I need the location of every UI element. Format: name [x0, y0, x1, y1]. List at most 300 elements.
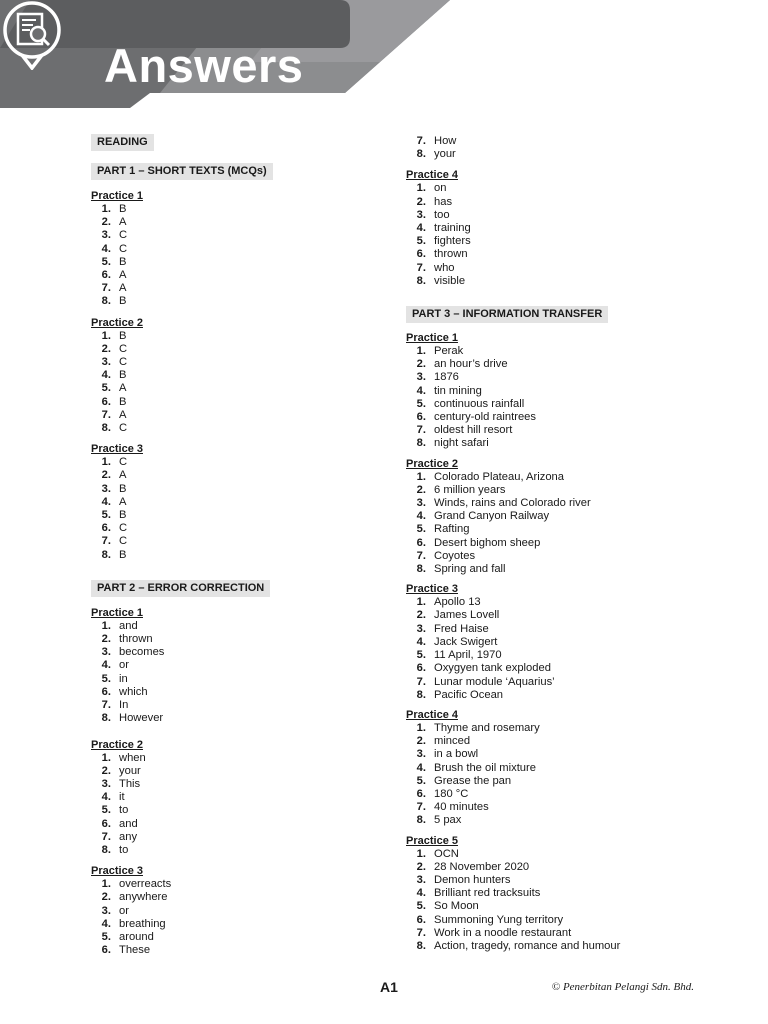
- answer-number: 7.: [416, 261, 426, 274]
- answer-text: In: [119, 699, 129, 712]
- practice-label: Practice 3: [91, 865, 143, 878]
- answer-text: when: [119, 751, 146, 764]
- answer-text: anywhere: [119, 891, 168, 904]
- answer-text: OCN: [434, 847, 459, 860]
- answer-text: or: [119, 659, 129, 672]
- practice-label: Practice 3: [91, 443, 143, 456]
- answer-text: thrown: [119, 633, 153, 646]
- answer-number: 4.: [416, 887, 426, 900]
- answer-number: 7.: [416, 135, 426, 147]
- answer-text: training: [434, 222, 471, 235]
- copyright-notice: [552, 981, 694, 993]
- answer-text: 6 million years: [434, 483, 506, 496]
- answer-number: 3.: [416, 208, 426, 221]
- answer-text: in: [119, 672, 128, 685]
- answer-number: 6.: [101, 269, 111, 282]
- answer-number: 4.: [101, 917, 111, 930]
- answer-text: Brush the oil mixture: [434, 761, 536, 774]
- answer-item: [91, 295, 371, 308]
- answer-number: 8.: [101, 548, 111, 561]
- answer-item: [406, 196, 736, 209]
- practice-label: Practice 5: [406, 834, 458, 847]
- right-column: [406, 135, 736, 953]
- answer-text: visible: [434, 274, 466, 287]
- practice-label: Practice 4: [406, 169, 458, 182]
- answer-item: [91, 918, 371, 931]
- answer-item: [406, 510, 736, 523]
- answer-number: 8.: [416, 274, 426, 287]
- left-column: [91, 134, 371, 957]
- answer-item: [406, 345, 736, 358]
- answer-number: 7.: [416, 549, 426, 562]
- answer-number: 2.: [101, 469, 111, 482]
- answer-text: C: [119, 229, 128, 242]
- answer-number: 3.: [416, 748, 426, 761]
- answer-item: [91, 483, 371, 496]
- answer-item: [406, 689, 736, 702]
- part3-practice-4: [406, 709, 736, 828]
- answer-text: too: [434, 208, 450, 221]
- part-3-heading: PART 3 – INFORMATION TRANSFER: [406, 306, 608, 323]
- answer-text: C: [119, 422, 128, 435]
- answer-text: A: [119, 382, 127, 395]
- answer-item: [91, 844, 371, 857]
- answer-number: 2.: [416, 860, 426, 873]
- page-number: A1: [380, 979, 398, 995]
- answer-item: [91, 620, 371, 633]
- answer-text: Fred Haise: [434, 622, 489, 635]
- answer-item: [406, 148, 736, 161]
- answer-number: 1.: [416, 847, 426, 860]
- answer-item: [91, 699, 371, 712]
- part1-practice-2: [91, 317, 371, 436]
- answer-text: However: [119, 712, 164, 725]
- part3-practice-2: [406, 458, 736, 577]
- answer-number: 4.: [101, 495, 111, 508]
- answer-number: 7.: [416, 675, 426, 688]
- answer-item: [406, 209, 736, 222]
- answer-text: and: [119, 817, 138, 830]
- answer-number: 8.: [101, 422, 111, 435]
- answer-number: 2.: [416, 483, 426, 496]
- answer-item: [91, 633, 371, 646]
- answer-text: Oxygyen tank exploded: [434, 662, 551, 675]
- answer-number: 3.: [416, 873, 426, 886]
- answer-number: 6.: [416, 248, 426, 261]
- answer-number: 1.: [416, 721, 426, 734]
- answer-item: [406, 775, 736, 788]
- answer-text: your: [119, 764, 141, 777]
- answer-text: any: [119, 830, 138, 843]
- answer-item: [91, 522, 371, 535]
- answer-number: 1.: [416, 345, 426, 358]
- answer-number: 3.: [101, 482, 111, 495]
- answer-text: Grand Canyon Railway: [434, 510, 550, 523]
- answer-text: Action, tragedy, romance and humour: [434, 939, 621, 952]
- answer-number: 5.: [101, 255, 111, 268]
- answer-text: tin mining: [434, 384, 482, 397]
- answer-number: 3.: [416, 497, 426, 510]
- answer-text: Demon hunters: [434, 873, 511, 886]
- answer-text: How: [434, 135, 457, 147]
- practice-label: Practice 2: [91, 316, 143, 329]
- answer-text: Apollo 13: [434, 596, 481, 609]
- answer-number: 3.: [416, 371, 426, 384]
- answer-number: 6.: [101, 395, 111, 408]
- answer-number: 6.: [101, 685, 111, 698]
- answer-text: 5 pax: [434, 814, 462, 827]
- answer-item: [406, 248, 736, 261]
- answer-item: [406, 722, 736, 735]
- answer-item: [406, 135, 736, 148]
- answer-item: [91, 878, 371, 891]
- answer-text: and: [119, 619, 138, 632]
- answer-number: 2.: [101, 891, 111, 904]
- answer-number: 5.: [101, 804, 111, 817]
- answer-text: These: [119, 944, 151, 957]
- answer-item: [91, 804, 371, 817]
- answer-number: 1.: [101, 329, 111, 342]
- part2-practice-3-continued: [406, 135, 736, 161]
- answer-item: [91, 203, 371, 216]
- answer-number: 1.: [101, 751, 111, 764]
- answer-number: 4.: [101, 791, 111, 804]
- answer-item: [91, 931, 371, 944]
- answer-text: Desert bighom sheep: [434, 536, 541, 549]
- answer-item: [406, 537, 736, 550]
- answer-text: Work in a noodle restaurant: [434, 926, 572, 939]
- answer-text: an hour’s drive: [434, 358, 508, 371]
- practice-label: Practice 1: [91, 190, 143, 202]
- part3-practice-3: [406, 583, 736, 702]
- answer-number: 6.: [416, 411, 426, 424]
- answer-item: [406, 424, 736, 437]
- answer-item: [91, 686, 371, 699]
- answer-item: [91, 646, 371, 659]
- part3-practice-1: [406, 332, 736, 451]
- answer-number: 3.: [101, 777, 111, 790]
- answer-item: [406, 596, 736, 609]
- answer-item: [406, 437, 736, 450]
- answer-text: overreacts: [119, 878, 172, 891]
- answer-text: C: [119, 535, 128, 548]
- answer-item: [91, 216, 371, 229]
- answer-item: [406, 927, 736, 940]
- answer-number: 7.: [101, 830, 111, 843]
- answer-item: [406, 609, 736, 622]
- answer-text: your: [434, 148, 456, 161]
- answer-text: it: [119, 791, 125, 804]
- answer-text: A: [119, 216, 127, 229]
- answer-item: [406, 275, 736, 288]
- part2-practice-1: [91, 607, 371, 726]
- answer-text: B: [119, 295, 127, 308]
- answer-text: Jack Swigert: [434, 635, 498, 648]
- answer-text: 28 November 2020: [434, 860, 530, 873]
- answer-text: to: [119, 843, 129, 856]
- answer-text: A: [119, 282, 127, 295]
- practice-label: Practice 1: [91, 606, 143, 619]
- answer-text: B: [119, 329, 127, 342]
- answer-number: 6.: [416, 913, 426, 926]
- answer-item: [406, 900, 736, 913]
- answer-number: 8.: [416, 148, 426, 161]
- answer-number: 2.: [416, 195, 426, 208]
- answer-number: 3.: [101, 229, 111, 242]
- answer-text: 180 °C: [434, 787, 469, 800]
- answer-item: [406, 940, 736, 953]
- answer-item: [91, 891, 371, 904]
- answer-item: [91, 356, 371, 369]
- part3-practice-5: [406, 835, 736, 954]
- answer-item: [406, 914, 736, 927]
- answer-number: 1.: [416, 596, 426, 609]
- part-2-heading: PART 2 – ERROR CORRECTION: [91, 580, 270, 597]
- answer-number: 7.: [101, 699, 111, 712]
- answer-text: night safari: [434, 437, 489, 450]
- answer-text: A: [119, 469, 127, 482]
- answer-item: [406, 623, 736, 636]
- answer-item: [406, 398, 736, 411]
- answer-item: [406, 735, 736, 748]
- answer-item: [406, 411, 736, 424]
- answer-item: [406, 887, 736, 900]
- answer-number: 2.: [416, 609, 426, 622]
- answer-number: 7.: [101, 282, 111, 295]
- answer-item: [406, 235, 736, 248]
- answer-text: B: [119, 369, 127, 382]
- answer-text: has: [434, 195, 453, 208]
- answer-number: 6.: [416, 536, 426, 549]
- answer-number: 8.: [416, 814, 426, 827]
- answer-number: 5.: [416, 649, 426, 662]
- answer-number: 5.: [101, 382, 111, 395]
- answer-text: B: [119, 548, 127, 561]
- answer-text: B: [119, 509, 127, 522]
- answer-number: 4.: [101, 242, 111, 255]
- answer-number: 5.: [416, 774, 426, 787]
- answer-item: [406, 182, 736, 195]
- answer-number: 8.: [101, 843, 111, 856]
- answer-number: 1.: [416, 182, 426, 195]
- answer-item: [91, 243, 371, 256]
- answer-number: 4.: [101, 659, 111, 672]
- answer-text: C: [119, 356, 128, 369]
- answer-text: Perak: [434, 345, 464, 358]
- part2-practice-3: [91, 865, 371, 957]
- answer-text: becomes: [119, 646, 165, 659]
- answer-number: 4.: [416, 222, 426, 235]
- answer-number: 8.: [416, 688, 426, 701]
- answer-item: [91, 343, 371, 356]
- answer-text: Summoning Yung territory: [434, 913, 564, 926]
- answer-number: 8.: [416, 563, 426, 576]
- answer-number: 6.: [416, 787, 426, 800]
- answer-text: 40 minutes: [434, 801, 489, 814]
- answer-number: 5.: [416, 523, 426, 536]
- part1-practice-1: [91, 190, 371, 309]
- answer-text: minced: [434, 735, 471, 748]
- part2-practice-2: [91, 739, 371, 858]
- answer-item: [406, 762, 736, 775]
- answer-text: to: [119, 804, 129, 817]
- answer-number: 1.: [101, 203, 111, 215]
- answer-text: This: [119, 777, 141, 790]
- answer-number: 5.: [416, 235, 426, 248]
- answer-number: 8.: [101, 712, 111, 725]
- answer-item: [91, 469, 371, 482]
- answer-item: [91, 752, 371, 765]
- answer-number: 2.: [101, 342, 111, 355]
- answer-text: A: [119, 408, 127, 421]
- answer-text: Thyme and rosemary: [434, 721, 540, 734]
- answer-number: 4.: [416, 635, 426, 648]
- answer-number: 5.: [416, 397, 426, 410]
- answer-item: [91, 409, 371, 422]
- answer-number: 4.: [416, 761, 426, 774]
- answer-item: [406, 563, 736, 576]
- answer-number: 5.: [101, 509, 111, 522]
- answer-number: 6.: [416, 662, 426, 675]
- copyright-symbol: ©: [551, 981, 561, 993]
- answer-number: 6.: [101, 522, 111, 535]
- answer-item: [91, 509, 371, 522]
- answer-text: Grease the pan: [434, 774, 512, 787]
- answer-item: [406, 748, 736, 761]
- answer-text: Rafting: [434, 523, 470, 536]
- answer-text: fighters: [434, 235, 471, 248]
- practice-label: Practice 1: [406, 332, 458, 345]
- answer-text: oldest hill resort: [434, 424, 513, 437]
- answer-item: [406, 358, 736, 371]
- answer-number: 7.: [101, 535, 111, 548]
- publisher-name: Penerbitan Pelangi Sdn. Bhd.: [562, 981, 694, 993]
- answer-item: [91, 535, 371, 548]
- answer-number: 1.: [101, 878, 111, 891]
- answer-text: or: [119, 904, 129, 917]
- section-label: Mastery Practice: [407, 48, 551, 68]
- answer-item: [91, 831, 371, 844]
- answer-text: continuous rainfall: [434, 397, 525, 410]
- answer-item: [91, 944, 371, 957]
- answer-number: 5.: [416, 900, 426, 913]
- answer-number: 7.: [416, 926, 426, 939]
- answer-item: [91, 330, 371, 343]
- page-title: Answers: [104, 39, 304, 92]
- answers-magnifier-icon: [0, 0, 64, 70]
- answer-number: 2.: [101, 764, 111, 777]
- answer-item: [91, 496, 371, 509]
- answer-number: 7.: [416, 801, 426, 814]
- answer-item: [91, 382, 371, 395]
- answer-text: which: [119, 685, 148, 698]
- answer-text: Coyotes: [434, 549, 476, 562]
- practice-label: Practice 4: [406, 708, 458, 721]
- answer-text: B: [119, 255, 127, 268]
- answer-item: [406, 788, 736, 801]
- answer-item: [406, 550, 736, 563]
- answer-number: 1.: [416, 470, 426, 483]
- answer-text: A: [119, 269, 127, 282]
- practice-label: Practice 2: [406, 457, 458, 470]
- answer-number: 4.: [416, 384, 426, 397]
- answer-item: [91, 905, 371, 918]
- answer-text: Spring and fall: [434, 563, 506, 576]
- answer-text: Brilliant red tracksuits: [434, 887, 541, 900]
- answer-text: C: [119, 342, 128, 355]
- answer-number: 2.: [416, 358, 426, 371]
- answer-text: So Moon: [434, 900, 479, 913]
- answer-item: [406, 676, 736, 689]
- answer-item: [406, 497, 736, 510]
- answer-text: C: [119, 456, 128, 469]
- answer-number: 6.: [101, 817, 111, 830]
- page-header: [0, 0, 768, 110]
- part2-practice-4: [406, 169, 736, 288]
- answer-number: 4.: [101, 369, 111, 382]
- answer-item: [91, 422, 371, 435]
- practice-label: Practice 3: [406, 583, 458, 596]
- answer-item: [91, 549, 371, 562]
- answer-item: [406, 385, 736, 398]
- answer-number: 7.: [416, 424, 426, 437]
- answer-number: 8.: [101, 295, 111, 308]
- answer-item: [406, 649, 736, 662]
- answer-text: around: [119, 930, 154, 943]
- answer-item: [91, 396, 371, 409]
- answer-item: [91, 282, 371, 295]
- answer-item: [91, 369, 371, 382]
- answer-item: [406, 371, 736, 384]
- answer-number: 3.: [101, 646, 111, 659]
- answer-text: on: [434, 182, 447, 195]
- answer-item: [91, 456, 371, 469]
- answer-number: 5.: [101, 672, 111, 685]
- answer-text: Lunar module ‘Aquarius’: [434, 675, 555, 688]
- answer-item: [406, 662, 736, 675]
- part1-practice-3: [91, 443, 371, 562]
- answer-item: [91, 659, 371, 672]
- answer-item: [91, 673, 371, 686]
- answer-item: [406, 874, 736, 887]
- answer-item: [406, 484, 736, 497]
- answer-text: thrown: [434, 248, 468, 261]
- answer-item: [91, 778, 371, 791]
- answer-number: 8.: [416, 939, 426, 952]
- answer-text: in a bowl: [434, 748, 479, 761]
- answer-number: 3.: [416, 622, 426, 635]
- answer-text: James Lovell: [434, 609, 500, 622]
- reading-heading: READING: [91, 134, 154, 151]
- answer-text: Colorado Plateau, Arizona: [434, 470, 564, 483]
- answer-text: B: [119, 395, 127, 408]
- answer-text: Winds, rains and Colorado river: [434, 497, 591, 510]
- answer-text: B: [119, 482, 127, 495]
- answer-item: [91, 712, 371, 725]
- answer-number: 5.: [101, 930, 111, 943]
- answer-text: C: [119, 242, 128, 255]
- answer-item: [406, 636, 736, 649]
- answer-item: [91, 256, 371, 269]
- answer-item: [91, 229, 371, 242]
- answer-item: [406, 814, 736, 827]
- answer-text: 11 April, 1970: [434, 649, 502, 662]
- answer-item: [91, 818, 371, 831]
- answer-text: C: [119, 522, 128, 535]
- answer-number: 3.: [101, 356, 111, 369]
- answer-item: [406, 861, 736, 874]
- answer-item: [406, 471, 736, 484]
